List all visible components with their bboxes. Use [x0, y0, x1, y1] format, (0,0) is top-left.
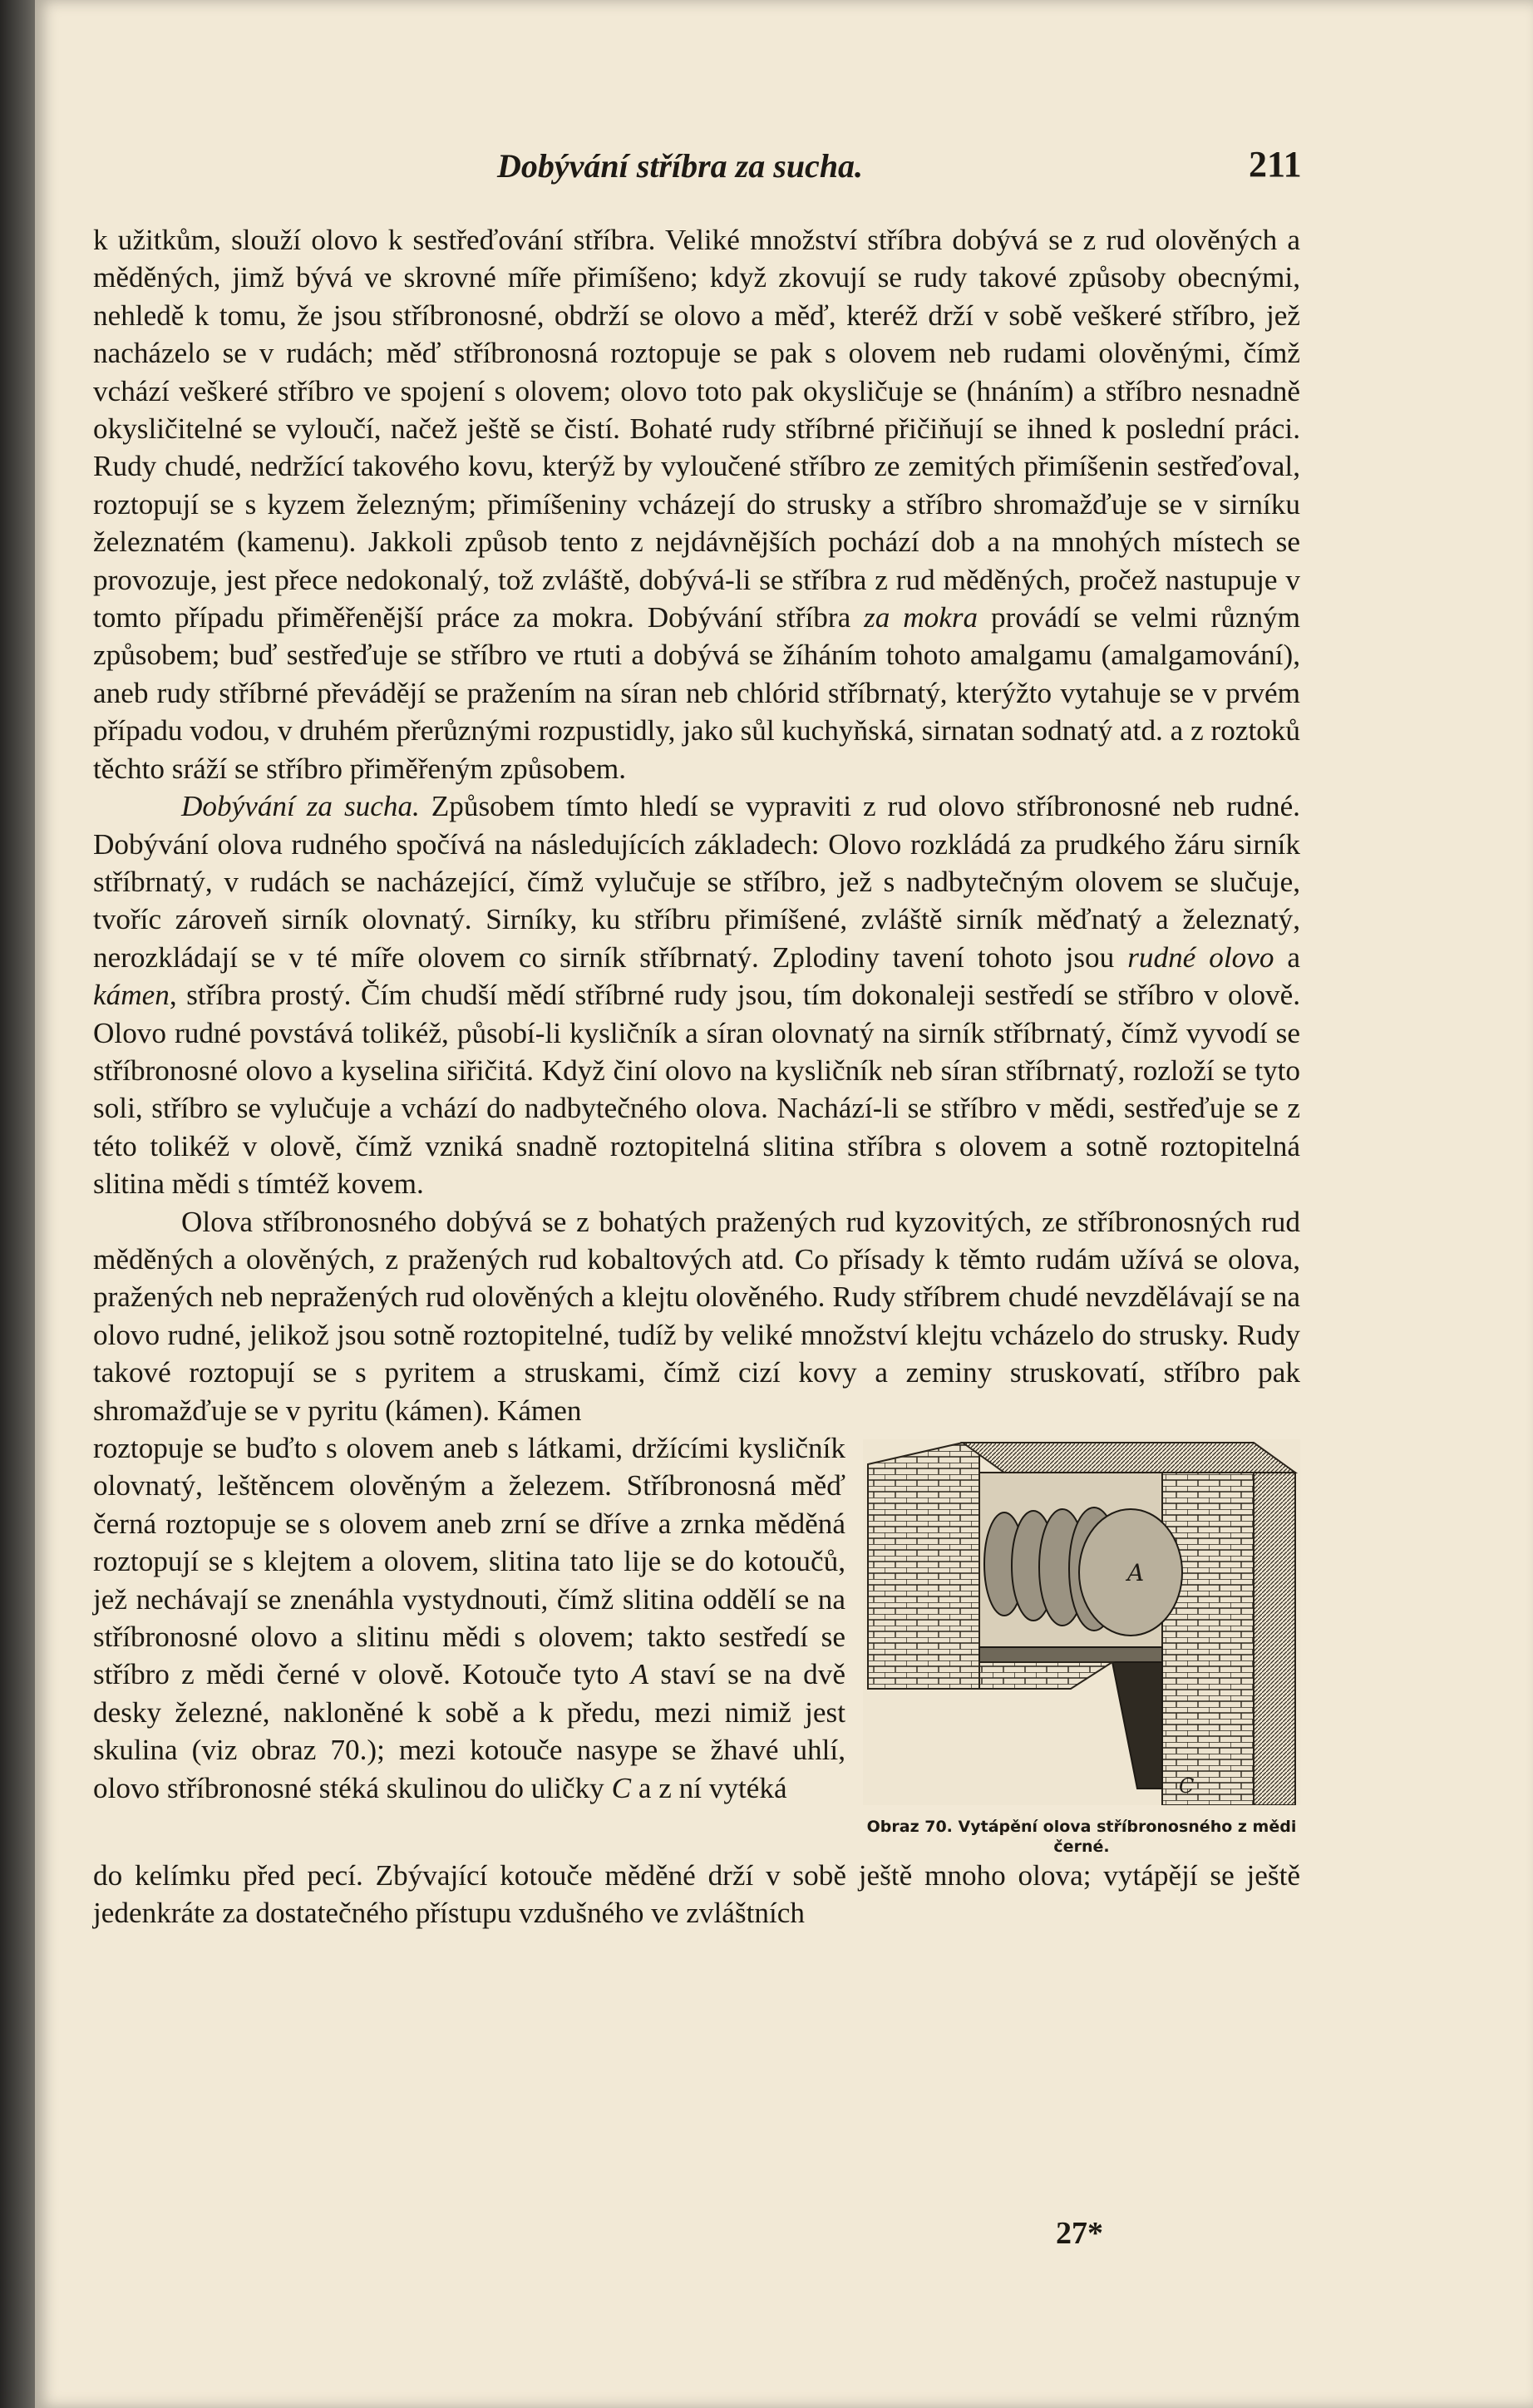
- running-title: Dobývání stříbra za sucha.: [497, 147, 864, 185]
- figure-70: [863, 1439, 1300, 1857]
- paragraph-3-wrapped-text: roztopuje se buďto s olovem aneb s látkami, držícími kysličník olovnatý, leštěncem olověným a železem. Stříbronosná měď černá roztopuje se s olovem aneb zrní se dříve a zrnka měděná roztopují se s klejtem a olovem, slitina tato lije se do kotoučů, jež nechávají se znenáhla vystydnouti, čímž slitina oddělí se na stříbronosné olovo a slitinu mědi s olovem; takto sestředí se stříbro z mědi černé v olově. Kotouče tyto A staví se na dvě desky železné, nakloněné k sobě a k předu, mezi nimiž jest skulina (viz obraz 70.); mezi kotouče nasype se žhavé uhlí, olovo stříbronosné stéká skulinou do uličky C a z ní vytéká: [93, 1432, 845, 1804]
- paragraph-2: Dobývání za sucha. Způsobem tímto hledí se vypraviti z rud olovo stříbronosné neb rudné. Dobývání olova rudného spočívá na následujících základech: Olovo rozkládá za prudkého žáru sirník stříbrnatý, v rudách se nacházející, čímž vylučuje se stříbro, jež s nadbytečným olovem se slučuje, tvoříc zároveň sirník olovnatý. Sirníky, ku stříbru přimíšené, zvláště sirník měďnatý a železnatý, nerozkládají se v té míře olovem co sirník stříbrnatý. Zplodiny tavení tohoto jsou rudné olovo a kámen, stříbra prostý. Čím chudší mědí stříbrné rudy jsou, tím dokonaleji sestředí se stříbro v olově. Olovo rudné povstává tolikéž, působí-li kysličník a síran olovnatý na sirník stříbrnatý, čímž vyvodí se stříbronosné olovo a kyselina siřičitá. Když činí olovo na kysličník neb síran stříbrnatý, rozloží se tyto soli, stříbro se vylučuje a vchází do nadbytečného olova. Nachází-li se stříbro v mědi, sestřeďuje se z této tolikéž v olově, čímž vzniká snadně roztopitelná slitina stříbra s olovem a sotně roztopitelná slitina mědi s tímtéž kovem.: [93, 790, 1301, 1201]
- figure-row: [93, 1429, 1300, 1857]
- section-heading-dobyvani-za-sucha: Dobývání za sucha.: [181, 790, 420, 823]
- emphasis-rudne-olovo: rudné olovo: [1127, 940, 1274, 974]
- paragraph-3: Olova stříbronosného dobývá se z bohatých pražených rud kyzovitých, ze stříbronosných rud měděných a olověných, z pražených rud kobaltových atd. Co přísady k těmto rudám užívá se olova, pražených neb nepražených rud olověných a klejtu olověného. Rudy stříbrem chudé nevzdělávají se na olovo rudné, jelikož jsou sotně roztopitelné, tudíž by veliké množství klejtu vcházelo do strusky. Rudy takové roztopují se s pyritem a struskami, čímž cizí kovy a zeminy struskovatí, stříbro pak shromažďuje se v pyritu (kámen). Kámen: [93, 1205, 1300, 1427]
- page-number: 211: [1249, 144, 1302, 185]
- figure-label-a: A: [1127, 1559, 1145, 1586]
- book-spine-shadow: [0, 0, 35, 2408]
- furnace-illustration: [863, 1439, 1300, 1805]
- paragraph-3-continuation: do kelímku před pecí. Zbývající kotouče měděné drží v sobě ještě mnoho olova; vytápějí se ještě jedenkráte za dostatečného přístupu vzdušného ve zvláštních: [93, 1859, 1300, 1930]
- printer-signature: 27*: [1056, 2216, 1103, 2251]
- figure-label-c: C: [1179, 1774, 1195, 1798]
- figure-caption: Obraz 70. Vytápění olova stříbronosného z mědi černé.: [866, 1818, 1297, 1856]
- emphasis-kamen: kámen: [93, 979, 170, 1012]
- page-header: [0, 146, 1533, 196]
- paragraph-1: k užitkům, slouží olovo k sestřeďování stříbra. Veliké množství stříbra dobývá se z rud olověných a měděných, jimž bývá ve skrovné míře přimíšeno; když zkovují se rudy takové způsoby obecnými, nehledě k tomu, že jsou stříbronosné, obdrží se olovo a měď, kteréž drží v sobě veškeré stříbro, jež nacházelo se v rudách; měď stříbronosná roztopuje se pak s olovem neb rudami olověnými, čímž vchází veškeré stříbro ve spojení s olovem; olovo toto pak okysličuje se (hnáním) a stříbro nesnadně okysličitelné se vyloučí, načež ještě se čistí. Bohaté rudy stříbrné přičiňují se ihned k poslední práci. Rudy chudé, nedržící takového kovu, kterýž by vyloučené stříbro ze zemitých přimíšenin sestřeďoval, roztopují se s kyzem železným; přimíšeniny vcházejí do strusky a stříbro shromažďuje se v sirníku železnatém (kamenu). Jakkoli způsob tento z nejdávnějších pochází dob a na mnohých místech se provozuje, jest přece nedokonalý, tož zvláště, dobývá-li se stříbra z rud měděných, pročež nastupuje v tomto případu přiměřenější práce za mokra. Dobývání stříbra za mokra provádí se velmi různým způsobem; buď sestřeďuje se stříbro ve rtuti a dobývá se žíháním tohoto amalgamu (amalgamování), aneb rudy stříbrné převádějí se pražením na síran neb chlórid stříbrnatý, kterýžto vytahuje se v prvém případu vodou, v druhém přerůznými rozpustidly, jako sůl kuchyňská, sirnatan sodnatý atd. a z roztoků těchto sráží se stříbro přiměřeným způsobem.: [93, 224, 1301, 785]
- body-text: [93, 221, 1300, 1932]
- emphasis-za-mokra: za mokra: [864, 601, 978, 634]
